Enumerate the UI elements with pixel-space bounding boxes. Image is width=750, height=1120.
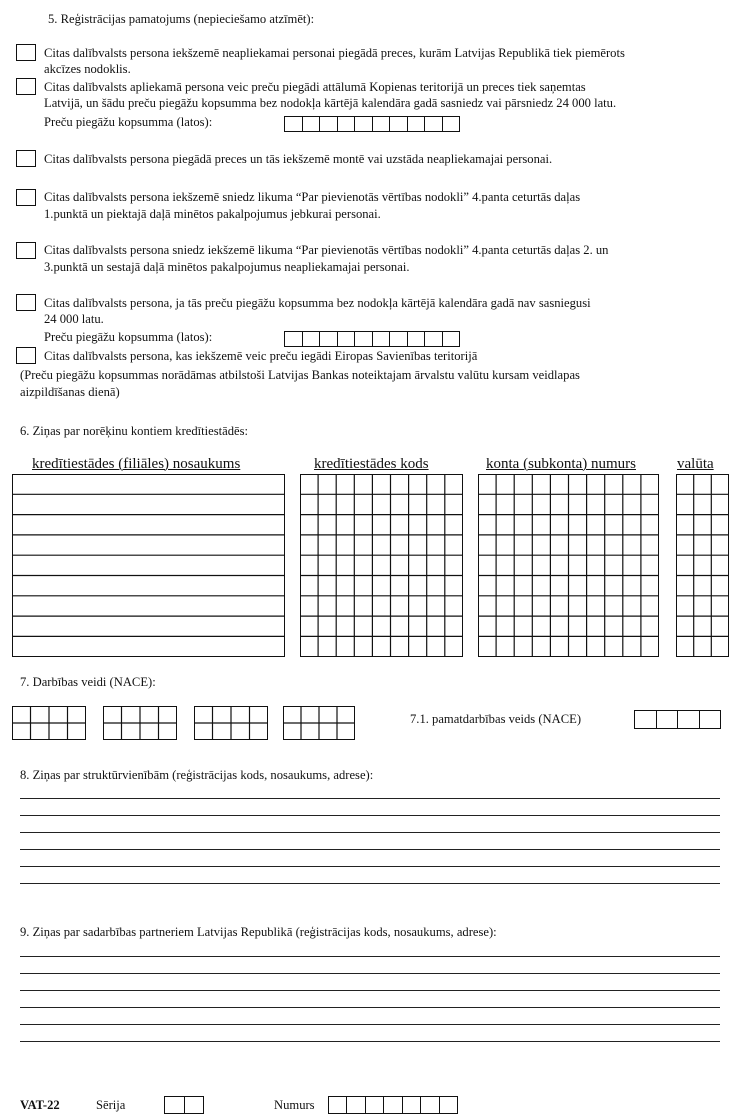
section9-line[interactable] [20, 973, 720, 974]
opt2-text-line2: Latvijā, un šādu preču piegāžu kopsumma bez nodokļa kārtējā kalendāra gadā sasniedz vai pārsniedz 24 000 latu. [44, 96, 617, 110]
nace-code-4-lines [283, 706, 355, 740]
col-bank-code: kredītiestādes kods [314, 456, 429, 472]
col-bank-name: kredītiestādes (filiāles) nosaukums [32, 456, 241, 472]
col-currency: valūta [677, 456, 714, 472]
nace-code-3-lines [194, 706, 268, 740]
series-label: Sērija [96, 1098, 126, 1112]
opt7-text: Citas dalībvalsts persona, kas iekšzemē veic preču iegādi Eiropas Savienības teritorijā [44, 349, 478, 363]
nace-code-2-lines [103, 706, 177, 740]
section9-title: 9. Ziņas par sadarbības partneriem Latvijas Republikā (reģistrācijas kods, nosaukums, adrese): [20, 925, 497, 939]
opt2-sum-input[interactable] [284, 116, 460, 132]
section8-line[interactable] [20, 883, 720, 884]
section9-line[interactable] [20, 990, 720, 991]
account-number-grid-lines [478, 474, 659, 657]
section9-line[interactable] [20, 956, 720, 957]
currency-grid[interactable] [676, 474, 729, 657]
section5-title: 5. Reģistrācijas pamatojums (nepieciešamo atzīmēt): [48, 12, 315, 26]
checkbox-opt5[interactable] [16, 242, 36, 259]
opt4-text-line1: Citas dalībvalsts persona iekšzemē sniedz likuma “Par pievienotās vērtības nodokli” 4.panta ceturtās daļas [44, 190, 581, 204]
section8-line[interactable] [20, 832, 720, 833]
number-label: Numurs [274, 1098, 315, 1112]
opt4-text-line2: 1.punktā un piektajā daļā minētos pakalpojumus jebkurai personai. [44, 207, 381, 221]
checkbox-opt1[interactable] [16, 44, 36, 61]
bank-code-grid-lines [300, 474, 463, 657]
section6-title: 6. Ziņas par norēķinu kontiem kredītiestādēs: [20, 424, 249, 438]
series-input[interactable] [164, 1096, 204, 1114]
bank-name-grid-lines [12, 474, 285, 657]
section7-title: 7. Darbības veidi (NACE): [20, 675, 156, 689]
nace-code-1-lines [12, 706, 86, 740]
opt5-text-line1: Citas dalībvalsts persona sniedz iekšzemē likuma “Par pievienotās vērtības nodokli” 4.panta ceturtās daļas 2. un [44, 243, 609, 257]
bank-name-grid[interactable] [12, 474, 285, 657]
section8-line[interactable] [20, 798, 720, 799]
checkbox-opt7[interactable] [16, 347, 36, 364]
nace-main-label: 7.1. pamatdarbības veids (NACE) [410, 712, 582, 726]
section9-line[interactable] [20, 1041, 720, 1042]
number-input[interactable] [328, 1096, 458, 1114]
account-number-grid[interactable] [478, 474, 659, 657]
section8-title: 8. Ziņas par struktūrvienībām (reģistrācijas kods, nosaukums, adrese): [20, 768, 374, 782]
opt6-text-line1: Citas dalībvalsts persona, ja tās preču piegāžu kopsumma bez nodokļa kārtējā kalendāra gadā nav sasniegusi [44, 296, 591, 310]
checkbox-opt4[interactable] [16, 189, 36, 206]
section9-line[interactable] [20, 1007, 720, 1008]
opt1-text-line1: Citas dalībvalsts persona iekšzemē neapliekamai personai piegādā preces, kurām Latvijas Republikā tiek piemērots [44, 46, 625, 60]
bank-code-grid[interactable] [300, 474, 463, 657]
section9-line[interactable] [20, 1024, 720, 1025]
nace-code-4[interactable] [283, 706, 355, 740]
nace-main-input[interactable] [634, 710, 721, 729]
opt6-text-line2: 24 000 latu. [44, 312, 104, 326]
section8-line[interactable] [20, 849, 720, 850]
opt3-text: Citas dalībvalsts persona piegādā preces un tās iekšzemē montē vai uzstāda neapliekamajai personai. [44, 152, 553, 166]
col-account-number: konta (subkonta) numurs [486, 456, 636, 472]
nace-code-2[interactable] [103, 706, 177, 740]
checkbox-opt6[interactable] [16, 294, 36, 311]
opt2-sum-label: Preču piegāžu kopsumma (latos): [44, 115, 213, 129]
opt5-text-line2: 3.punktā un sestajā daļā minētos pakalpojumus neapliekamajai personai. [44, 260, 410, 274]
form-code: VAT-22 [20, 1098, 60, 1112]
opt1-text-line2: akcīzes nodoklis. [44, 62, 131, 76]
checkbox-opt2[interactable] [16, 78, 36, 95]
opt2-text-line1: Citas dalībvalsts apliekamā persona veic preču piegādi attālumā Kopienas teritorijā un preces tiek saņemtas [44, 80, 586, 94]
note-line1: (Preču piegāžu kopsummas norādāmas atbilstoši Latvijas Bankas noteiktajam ārvalstu valūtu kursam veidlapas [20, 368, 580, 382]
nace-code-1[interactable] [12, 706, 86, 740]
section8-line[interactable] [20, 866, 720, 867]
opt6-sum-input[interactable] [284, 331, 460, 347]
section8-line[interactable] [20, 815, 720, 816]
currency-grid-lines [676, 474, 729, 657]
opt6-sum-label: Preču piegāžu kopsumma (latos): [44, 330, 213, 344]
checkbox-opt3[interactable] [16, 150, 36, 167]
nace-code-3[interactable] [194, 706, 268, 740]
note-line2: aizpildīšanas dienā) [20, 385, 120, 399]
